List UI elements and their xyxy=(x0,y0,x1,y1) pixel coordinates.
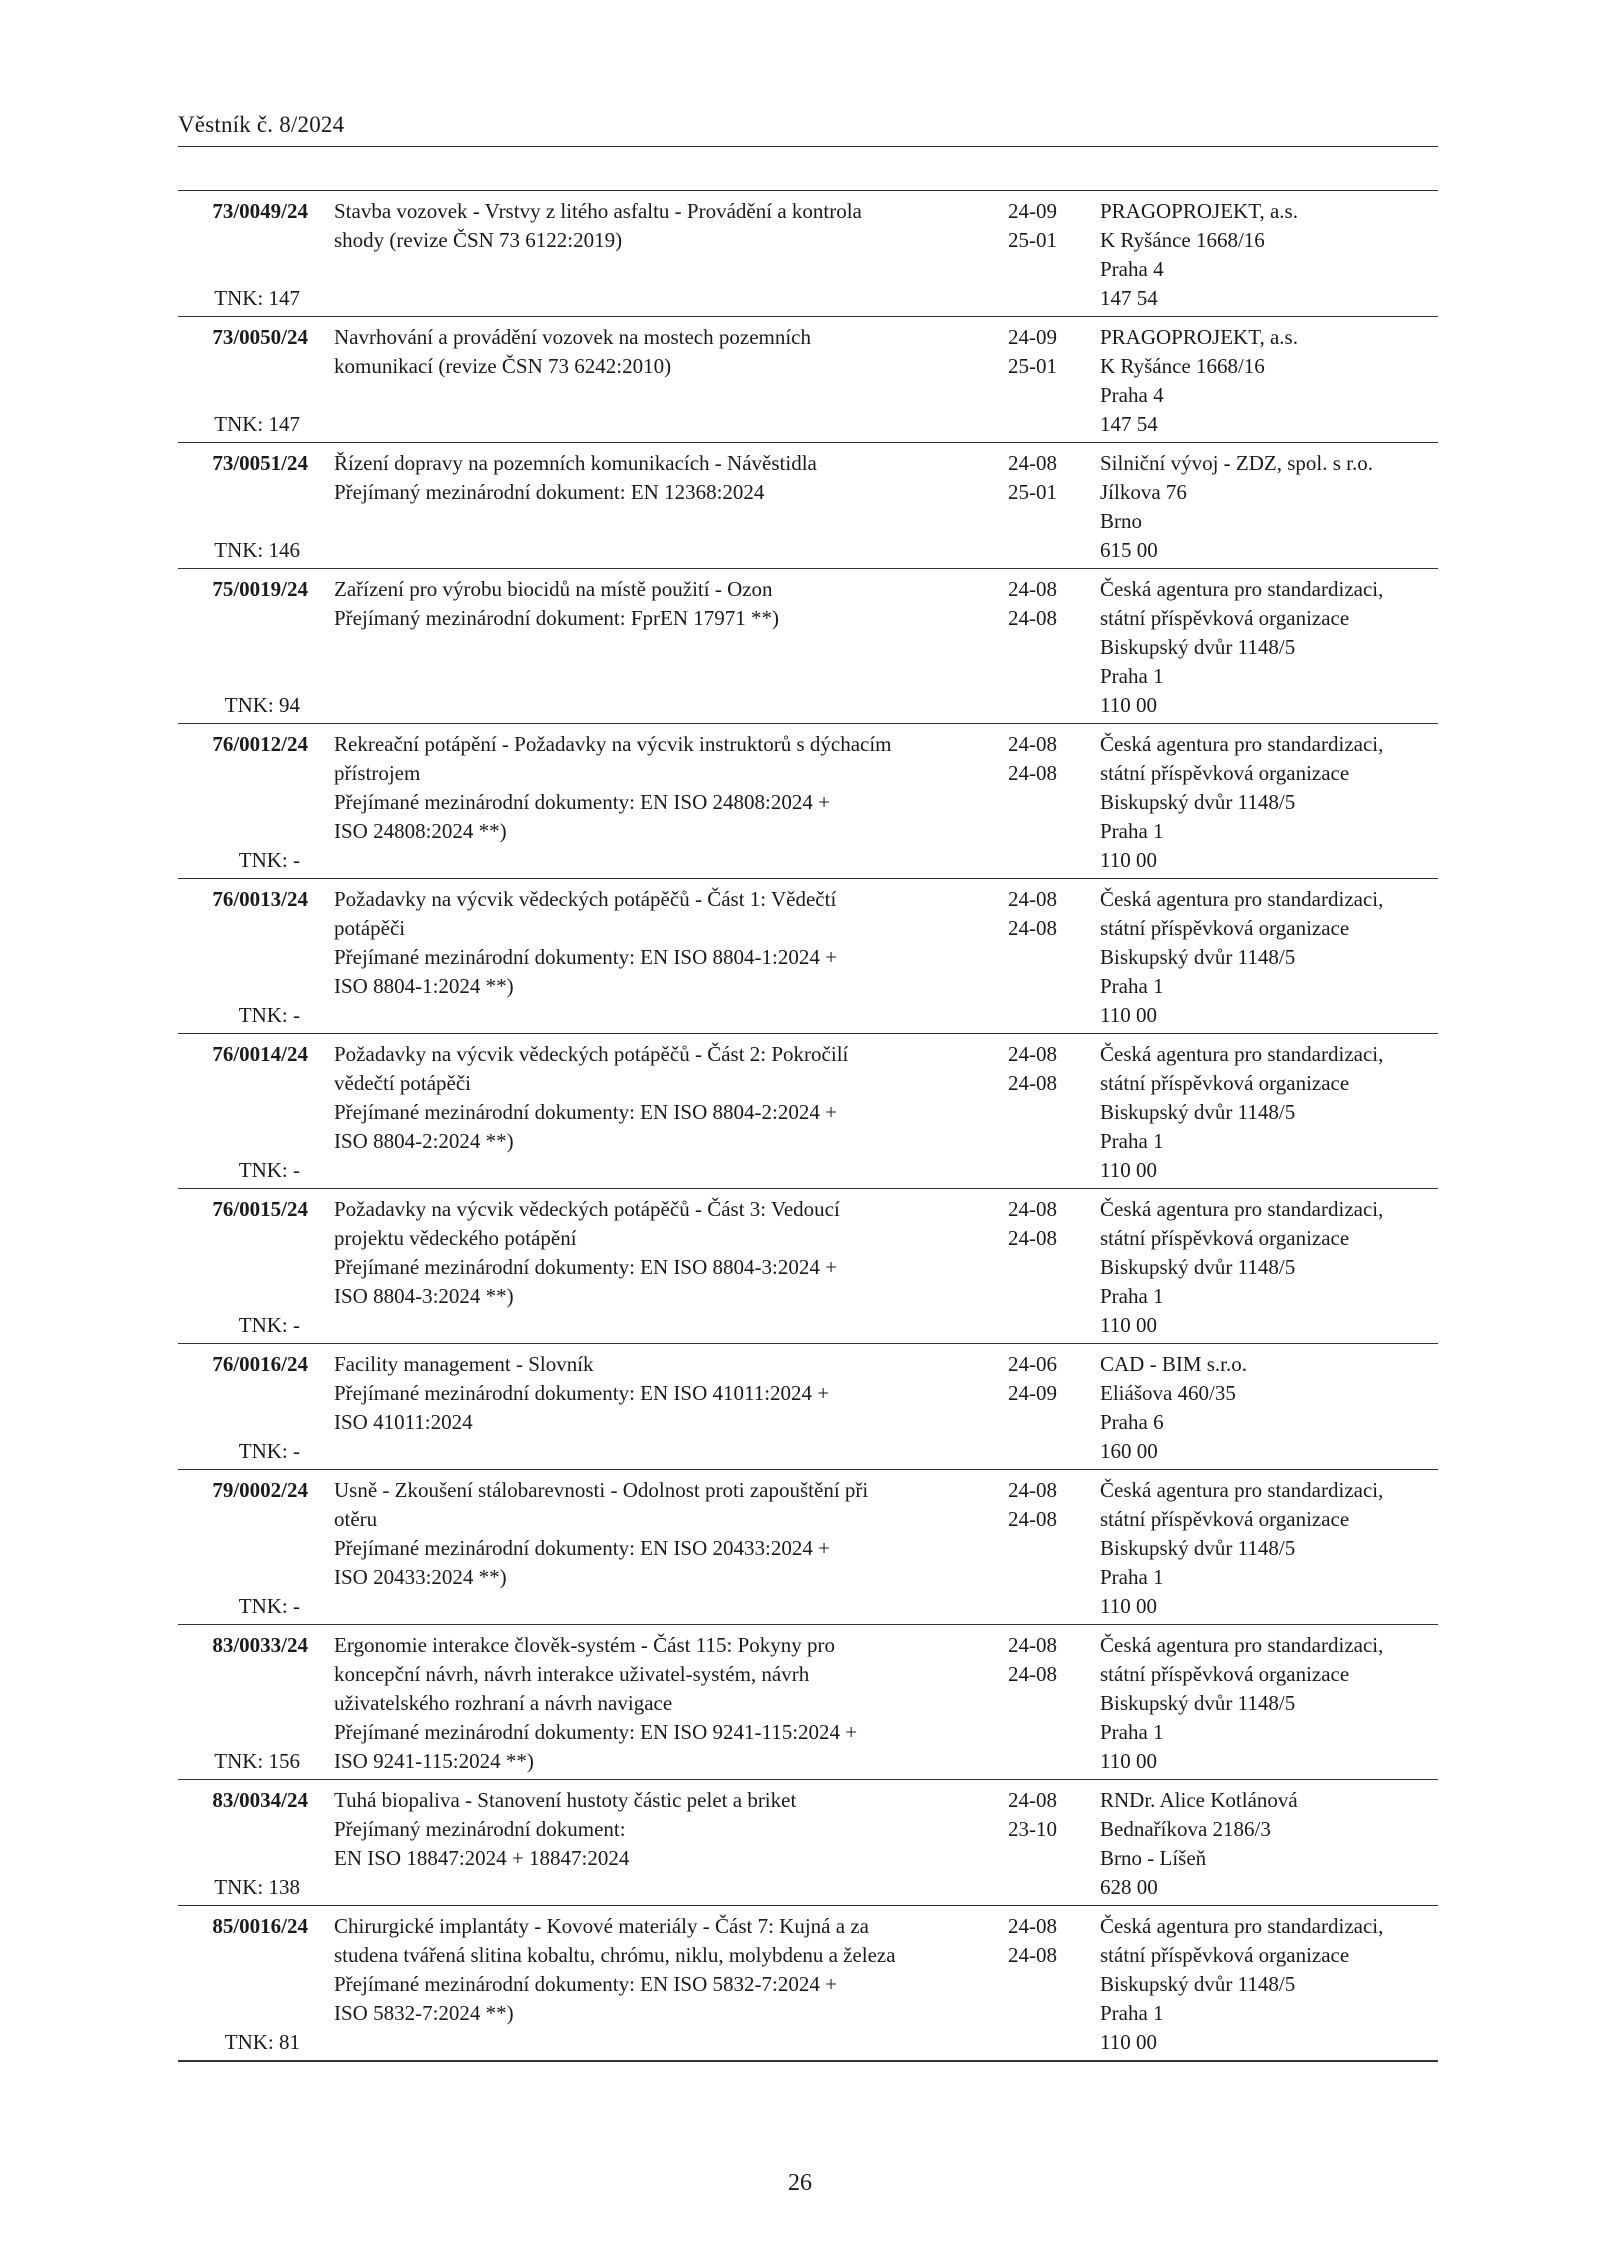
standard-code: 85/0016/24 xyxy=(212,1914,308,1938)
table-row xyxy=(178,1906,1438,2062)
table-row xyxy=(178,1470,1438,1625)
standard-code: 75/0019/24 xyxy=(212,577,308,601)
table-row xyxy=(178,724,1438,879)
address-line: Praha 1 xyxy=(1100,1129,1164,1153)
address-line: Brno - Líšeň xyxy=(1100,1846,1207,1870)
address-line: 110 00 xyxy=(1100,693,1157,717)
title-line: Ergonomie interakce člověk-systém - Část 115: Pokyny pro xyxy=(334,1633,835,1657)
title-line: projektu vědeckého potápění xyxy=(334,1226,577,1250)
address-line: Praha 4 xyxy=(1100,383,1164,407)
table-row xyxy=(178,1344,1438,1470)
standard-code: 76/0012/24 xyxy=(212,732,308,756)
address-line: Praha 1 xyxy=(1100,2001,1164,2025)
tnk-number: TNK: - xyxy=(238,1313,300,1337)
title-line: ISO 41011:2024 xyxy=(334,1410,473,1434)
address-line: PRAGOPROJEKT, a.s. xyxy=(1100,199,1298,223)
standard-code: 73/0051/24 xyxy=(212,451,308,475)
address-line: Biskupský dvůr 1148/5 xyxy=(1100,945,1296,969)
tnk-number: TNK: - xyxy=(238,1439,300,1463)
tnk-number: TNK: - xyxy=(238,848,300,872)
title-line: uživatelského rozhraní a návrh navigace xyxy=(334,1691,673,1715)
date-value: 24-08 xyxy=(1008,1507,1057,1531)
standard-code: 73/0050/24 xyxy=(212,325,308,349)
date-value: 24-08 xyxy=(1008,761,1057,785)
title-line: Přejímaný mezinárodní dokument: FprEN 17971 **) xyxy=(334,606,780,630)
title-line: Přejímané mezinárodní dokumenty: EN ISO 5832-7:2024 + xyxy=(334,1972,837,1996)
title-line: Požadavky na výcvik vědeckých potápěčů - Část 2: Pokročilí xyxy=(334,1042,849,1066)
title-line: Stavba vozovek - Vrstvy z litého asfaltu - Provádění a kontrola xyxy=(334,199,862,223)
standard-dates xyxy=(1008,1476,1088,1534)
date-value: 24-08 xyxy=(1008,577,1057,601)
address-line: státní příspěvková organizace xyxy=(1100,916,1350,940)
address-line: Česká agentura pro standardizaci, xyxy=(1100,1197,1384,1221)
title-line: Zařízení pro výrobu biocidů na místě použití - Ozon xyxy=(334,577,773,601)
date-value: 24-09 xyxy=(1008,199,1057,223)
address-line: Česká agentura pro standardizaci, xyxy=(1100,1042,1384,1066)
title-line: vědečtí potápěči xyxy=(334,1071,472,1095)
address-line: státní příspěvková organizace xyxy=(1100,1071,1350,1095)
address-line: Biskupský dvůr 1148/5 xyxy=(1100,790,1296,814)
title-line: Rekreační potápění - Požadavky na výcvik instruktorů s dýchacím xyxy=(334,732,892,756)
title-line: Přejímaný mezinárodní dokument: EN 12368:2024 xyxy=(334,480,765,504)
title-line: ISO 20433:2024 **) xyxy=(334,1565,507,1589)
tnk-number: TNK: 147 xyxy=(214,286,300,310)
standard-dates xyxy=(1008,885,1088,943)
address-line: 110 00 xyxy=(1100,848,1157,872)
address-line: Česká agentura pro standardizaci, xyxy=(1100,887,1384,911)
address-line: 615 00 xyxy=(1100,538,1158,562)
address-line: K Ryšánce 1668/16 xyxy=(1100,354,1265,378)
date-value: 24-08 xyxy=(1008,1943,1057,1967)
table-row xyxy=(178,569,1438,724)
address-line: 110 00 xyxy=(1100,1749,1157,1773)
address-line: Biskupský dvůr 1148/5 xyxy=(1100,1100,1296,1124)
address-line: státní příspěvková organizace xyxy=(1100,761,1350,785)
title-line: ISO 24808:2024 **) xyxy=(334,819,507,843)
date-value: 24-08 xyxy=(1008,1788,1057,1812)
processor-address xyxy=(1100,1912,1440,2057)
standard-dates xyxy=(1008,1195,1088,1253)
title-line: ISO 5832-7:2024 **) xyxy=(334,2001,514,2025)
standard-dates xyxy=(1008,575,1088,633)
title-line: Požadavky na výcvik vědeckých potápěčů - Část 3: Vedoucí xyxy=(334,1197,840,1221)
tnk-number: TNK: 146 xyxy=(214,538,300,562)
title-line: otěru xyxy=(334,1507,378,1531)
tnk-number: TNK: - xyxy=(238,1158,300,1182)
address-line: Praha 1 xyxy=(1100,1565,1164,1589)
date-value: 24-08 xyxy=(1008,1197,1057,1221)
page-number: 26 xyxy=(788,2170,812,2196)
date-value: 24-08 xyxy=(1008,887,1057,911)
address-line: Biskupský dvůr 1148/5 xyxy=(1100,1691,1296,1715)
tnk-number: TNK: 147 xyxy=(214,412,300,436)
title-line: koncepční návrh, návrh interakce uživatel-systém, návrh xyxy=(334,1662,810,1686)
date-value: 24-09 xyxy=(1008,325,1057,349)
standard-code: 79/0002/24 xyxy=(212,1478,308,1502)
standard-dates xyxy=(1008,197,1088,255)
standard-code: 76/0016/24 xyxy=(212,1352,308,1376)
title-line: Přejímaný mezinárodní dokument: xyxy=(334,1817,626,1841)
address-line: Praha 1 xyxy=(1100,664,1164,688)
address-line: Praha 6 xyxy=(1100,1410,1164,1434)
tnk-number: TNK: 156 xyxy=(214,1749,300,1773)
title-line: Požadavky na výcvik vědeckých potápěčů - Část 1: Vědečtí xyxy=(334,887,837,911)
title-line: Přejímané mezinárodní dokumenty: EN ISO 24808:2024 + xyxy=(334,790,830,814)
address-line: Praha 1 xyxy=(1100,1284,1164,1308)
processor-address xyxy=(1100,885,1440,1030)
address-line: Biskupský dvůr 1148/5 xyxy=(1100,635,1296,659)
processor-address xyxy=(1100,449,1440,565)
date-value: 24-06 xyxy=(1008,1352,1057,1376)
address-line: Biskupský dvůr 1148/5 xyxy=(1100,1972,1296,1996)
date-value: 24-08 xyxy=(1008,1662,1057,1686)
title-line: přístrojem xyxy=(334,761,421,785)
standard-code: 76/0015/24 xyxy=(212,1197,308,1221)
table-row xyxy=(178,1034,1438,1189)
tnk-number: TNK: 81 xyxy=(224,2030,300,2054)
table-row xyxy=(178,317,1438,443)
standard-dates xyxy=(1008,323,1088,381)
address-line: Brno xyxy=(1100,509,1142,533)
address-line: Česká agentura pro standardizaci, xyxy=(1100,1914,1384,1938)
title-line: Tuhá biopaliva - Stanovení hustoty částic pelet a briket xyxy=(334,1788,797,1812)
date-value: 24-08 xyxy=(1008,1478,1057,1502)
title-line: ISO 8804-2:2024 **) xyxy=(334,1129,514,1153)
standard-dates xyxy=(1008,1631,1088,1689)
address-line: 110 00 xyxy=(1100,2030,1157,2054)
processor-address xyxy=(1100,1195,1440,1340)
date-value: 23-10 xyxy=(1008,1817,1057,1841)
standard-code: 76/0014/24 xyxy=(212,1042,308,1066)
date-value: 25-01 xyxy=(1008,354,1057,378)
address-line: Biskupský dvůr 1148/5 xyxy=(1100,1255,1296,1279)
address-line: 147 54 xyxy=(1100,412,1158,436)
processor-address xyxy=(1100,1631,1440,1776)
address-line: CAD - BIM s.r.o. xyxy=(1100,1352,1248,1376)
address-line: státní příspěvková organizace xyxy=(1100,1507,1350,1531)
date-value: 24-08 xyxy=(1008,732,1057,756)
table-row xyxy=(178,1625,1438,1780)
title-line: Přejímané mezinárodní dokumenty: EN ISO 8804-2:2024 + xyxy=(334,1100,837,1124)
standard-dates xyxy=(1008,1350,1088,1408)
address-line: 110 00 xyxy=(1100,1003,1157,1027)
date-value: 24-09 xyxy=(1008,1381,1057,1405)
journal-title: Věstník č. 8/2024 xyxy=(178,112,345,137)
address-line: PRAGOPROJEKT, a.s. xyxy=(1100,325,1298,349)
address-line: 628 00 xyxy=(1100,1875,1158,1899)
address-line: 110 00 xyxy=(1100,1158,1157,1182)
standard-dates xyxy=(1008,1040,1088,1098)
address-line: státní příspěvková organizace xyxy=(1100,1662,1350,1686)
processor-address xyxy=(1100,1040,1440,1185)
address-line: státní příspěvková organizace xyxy=(1100,1943,1350,1967)
title-line: Usně - Zkoušení stálobarevnosti - Odolnost proti zapouštění při xyxy=(334,1478,869,1502)
title-line: Přejímané mezinárodní dokumenty: EN ISO 8804-1:2024 + xyxy=(334,945,837,969)
title-line: shody (revize ČSN 73 6122:2019) xyxy=(334,228,623,252)
title-line: Facility management - Slovník xyxy=(334,1352,594,1376)
date-value: 24-08 xyxy=(1008,1226,1057,1250)
title-line: Přejímané mezinárodní dokumenty: EN ISO 41011:2024 + xyxy=(334,1381,830,1405)
address-line: Praha 1 xyxy=(1100,819,1164,843)
date-value: 24-08 xyxy=(1008,1633,1057,1657)
table-row xyxy=(178,443,1438,569)
title-line: Chirurgické implantáty - Kovové materiály - Část 7: Kujná a za xyxy=(334,1914,869,1938)
standard-dates xyxy=(1008,449,1088,507)
title-line: ISO 8804-3:2024 **) xyxy=(334,1284,514,1308)
title-line: Přejímané mezinárodní dokumenty: EN ISO 20433:2024 + xyxy=(334,1536,830,1560)
table-row xyxy=(178,879,1438,1034)
date-value: 24-08 xyxy=(1008,1914,1057,1938)
standard-dates xyxy=(1008,1786,1088,1844)
processor-address xyxy=(1100,323,1440,439)
standards-table xyxy=(178,191,1438,2062)
tnk-number: TNK: - xyxy=(238,1003,300,1027)
date-value: 24-08 xyxy=(1008,916,1057,940)
address-line: Česká agentura pro standardizaci, xyxy=(1100,732,1384,756)
address-line: Praha 1 xyxy=(1100,1720,1164,1744)
address-line: RNDr. Alice Kotlánová xyxy=(1100,1788,1298,1812)
address-line: Bednaříkova 2186/3 xyxy=(1100,1817,1271,1841)
tnk-number: TNK: 138 xyxy=(214,1875,300,1899)
processor-address xyxy=(1100,730,1440,875)
table-row xyxy=(178,1780,1438,1906)
standard-code: 76/0013/24 xyxy=(212,887,308,911)
address-line: Praha 1 xyxy=(1100,974,1164,998)
table-row xyxy=(178,1189,1438,1344)
processor-address xyxy=(1100,1350,1440,1466)
standard-code: 73/0049/24 xyxy=(212,199,308,223)
title-line: komunikací (revize ČSN 73 6242:2010) xyxy=(334,354,672,378)
date-value: 25-01 xyxy=(1008,480,1057,504)
date-value: 24-08 xyxy=(1008,451,1057,475)
address-line: Česká agentura pro standardizaci, xyxy=(1100,577,1384,601)
processor-address xyxy=(1100,1786,1440,1902)
date-value: 25-01 xyxy=(1008,228,1057,252)
address-line: 147 54 xyxy=(1100,286,1158,310)
address-line: 110 00 xyxy=(1100,1594,1157,1618)
processor-address xyxy=(1100,1476,1440,1621)
title-line: studena tvářená slitina kobaltu, chrómu, niklu, molybdenu a železa xyxy=(334,1943,896,1967)
date-value: 24-08 xyxy=(1008,606,1057,630)
address-line: Česká agentura pro standardizaci, xyxy=(1100,1478,1384,1502)
processor-address xyxy=(1100,197,1440,313)
title-line: Přejímané mezinárodní dokumenty: EN ISO 8804-3:2024 + xyxy=(334,1255,837,1279)
title-line: Navrhování a provádění vozovek na mostech pozemních xyxy=(334,325,812,349)
processor-address xyxy=(1100,575,1440,720)
address-line: Jílkova 76 xyxy=(1100,480,1187,504)
address-line: Eliášova 460/35 xyxy=(1100,1381,1236,1405)
tnk-number: TNK: 94 xyxy=(224,693,300,717)
standard-code: 83/0033/24 xyxy=(212,1633,308,1657)
tnk-number: TNK: - xyxy=(238,1594,300,1618)
address-line: státní příspěvková organizace xyxy=(1100,606,1350,630)
address-line: Biskupský dvůr 1148/5 xyxy=(1100,1536,1296,1560)
header-divider xyxy=(178,146,1438,147)
address-line: 160 00 xyxy=(1100,1439,1158,1463)
date-value: 24-08 xyxy=(1008,1071,1057,1095)
table-row xyxy=(178,191,1438,317)
standard-code: 83/0034/24 xyxy=(212,1788,308,1812)
address-line: Praha 4 xyxy=(1100,257,1164,281)
title-line: Přejímané mezinárodní dokumenty: EN ISO 9241-115:2024 + xyxy=(334,1720,858,1744)
address-line: státní příspěvková organizace xyxy=(1100,1226,1350,1250)
address-line: Česká agentura pro standardizaci, xyxy=(1100,1633,1384,1657)
standard-dates xyxy=(1008,730,1088,788)
title-line: Řízení dopravy na pozemních komunikacích - Návěstidla xyxy=(334,451,817,475)
address-line: Silniční vývoj - ZDZ, spol. s r.o. xyxy=(1100,451,1373,475)
address-line: 110 00 xyxy=(1100,1313,1157,1337)
title-line: EN ISO 18847:2024 + 18847:2024 xyxy=(334,1846,630,1870)
title-line: potápěči xyxy=(334,916,406,940)
title-line: ISO 8804-1:2024 **) xyxy=(334,974,514,998)
standard-dates xyxy=(1008,1912,1088,1970)
address-line: K Ryšánce 1668/16 xyxy=(1100,228,1265,252)
title-line: ISO 9241-115:2024 **) xyxy=(334,1749,534,1773)
date-value: 24-08 xyxy=(1008,1042,1057,1066)
